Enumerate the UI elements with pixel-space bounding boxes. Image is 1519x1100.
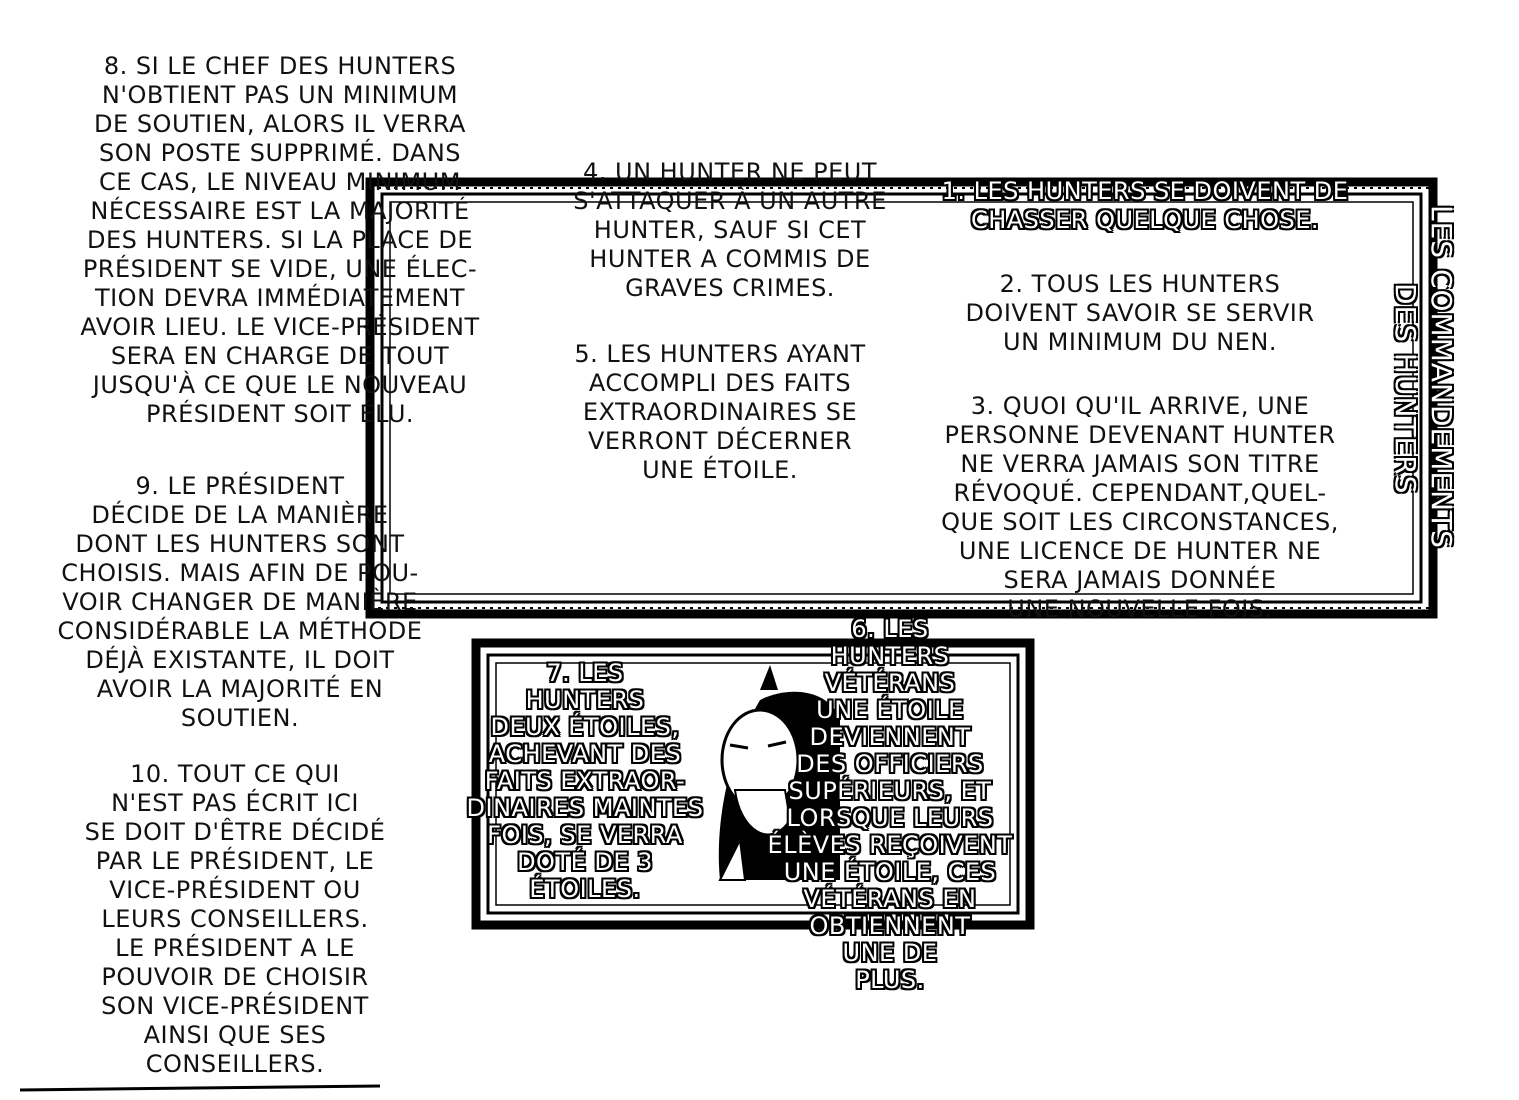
title-line2: DES HUNTERS: [1389, 283, 1422, 495]
rule-2: 2. TOUS LES HUNTERS DOIVENT SAVOIR SE SERVIR UN MINIMUM DU NEN.: [965, 270, 1315, 356]
bottom-stroke: [20, 1086, 380, 1090]
rule-3: 3. QUOI QU'IL ARRIVE, UNE PERSONNE DEVENANT HUNTER NE VERRA JAMAIS SON TITRE RÉVOQUÉ. CEPENDANT,QUEL- QUE SOIT LES CIRCONSTANCES, UNE LICENCE DE HUNTER NE SERA JAMAIS DONNÉE UNE NOUVELLE FOIS.: [941, 392, 1339, 623]
rule-9: 9. LE PRÉSIDENT DÉCIDE DE LA MANIÈRE DONT LES HUNTERS SONT CHOISIS. MAIS AFIN DE POU- VOIR CHANGER DE MANIÈRE CONSIDÉRABLE LA MÉTHODE DÉJÀ EXISTANTE, IL DOIT AVOIR LA MAJORITÉ EN SOUTIEN.: [57, 472, 423, 732]
rule-1: 1. LES HUNTERS SE DOIVENT DE CHASSER QUELQUE CHOSE.: [941, 177, 1349, 234]
rule-7: 7. LES HUNTERS DEUX ÉTOILES, ACHEVANT DES FAITS EXTRAOR- DINAIRES MAINTES FOIS, SE VERRA DOTÉ DE 3 ÉTOILES.: [466, 659, 704, 903]
rule-4: 4. UN HUNTER NE PEUT S'ATTAQUER À UN AUTRE HUNTER, SAUF SI CET HUNTER A COMMIS DE GRAVES CRIMES.: [573, 158, 887, 302]
rule-8: 8. SI LE CHEF DES HUNTERS N'OBTIENT PAS UN MINIMUM DE SOUTIEN, ALORS IL VERRA SON POSTE SUPPRIMÉ. DANS CE CAS, LE NIVEAU MINIMUM NÉCESSAIRE EST LA MAJORITÉ DES HUNTERS. SI LA PLACE DE PRÉSIDENT SE VIDE, UNE ÉLEC- TION DEVRA IMMÉDIATEMENT AVOIR LIEU. LE VICE-PRÉSIDENT SERA EN CHARGE DE TOUT JUSQU'À CE QUE LE NOUVEAU PRÉSIDENT SOIT ÉLU.: [80, 52, 480, 428]
rule-10: 10. TOUT CE QUI N'EST PAS ÉCRIT ICI SE DOIT D'ÊTRE DÉCIDÉ PAR LE PRÉSIDENT, LE VICE-PRÉSIDENT OU LEURS CONSEILLERS. LE PRÉSIDENT A LE POUVOIR DE CHOISIR SON VICE-PRÉSIDENT AINSI QUE SES CONSEILLERS.: [84, 760, 386, 1078]
rule-5: 5. LES HUNTERS AYANT ACCOMPLI DES FAITS EXTRAORDINAIRES SE VERRONT DÉCERNER UNE ÉTOILE.: [574, 340, 866, 484]
rule-6: 6. LES HUNTERS VÉTÉRANS UNE ÉTOILE DEVIENNENT DES OFFICIERS SUPÉRIEURS, ET LORSQUE LEURS ÉLÈVES REÇOIVENT UNE ÉTOILE, CES VÉTÉRANS EN OBTIENNENT UNE DE PLUS.: [767, 615, 1013, 994]
title-line1: LES COMMANDEMENTS: [1425, 205, 1458, 549]
